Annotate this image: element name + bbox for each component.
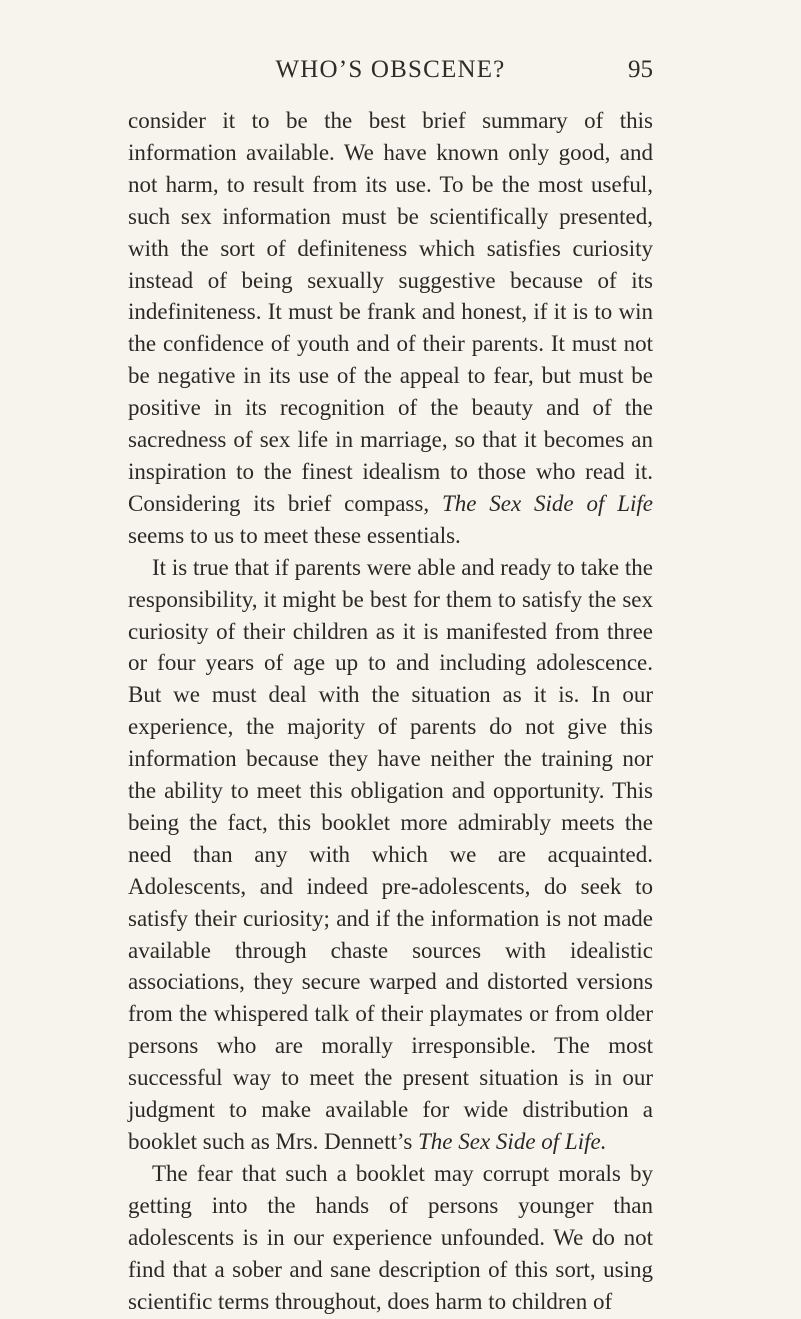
running-title: WHO’S OBSCENE? [275,56,506,83]
paragraph-2 [128,552,653,1158]
paragraph-1 [128,105,653,552]
paragraph-2-text-a: It is true that if parents were able and ready to take the responsibility, it might be best for them to satisfy the sex curiosity of their children as it is manifested from three or four years of age up to and including adolescence. But we must deal with the situation as it is. In our experience, the majority of parents do not give this information because they have neither the training nor the ability to meet this obligation and opportunity. This being the fact, this booklet more admirably meets the need than any with which we are acquainted. Adolescents, and indeed pre-adolescents, do seek to satisfy their curiosity; and if the information is not made available through chaste sources with idealistic associations, they secure warped and distorted versions from the whispered talk of their playmates or from older persons who are morally irresponsible. The most successful way to meet the present situation is in our judgment to make available for wide distribution a booklet such as Mrs. Dennett’s [128,554,653,1154]
paragraph-1-text-b: seems to us to meet these essentials. [128,522,461,548]
paragraph-3 [128,1158,653,1318]
running-head [128,50,653,90]
page-number: 95 [628,56,653,83]
book-title-italic: The Sex Side of Life [441,490,654,516]
paragraph-3-text: The fear that such a booklet may corrupt morals by getting into the hands of persons younger than adolescents is in our experience unfounded. We do not find that a sober and sane description of this sort, using scientific terms throughout, does harm to children of [128,1160,653,1314]
paragraph-1-text-a: consider it to be the best brief summary of this information available. We have known only good, and not harm, to result from its use. To be the most useful, such sex information must be scientifically presented, with the sort of definiteness which satisfies curiosity instead of being sexually suggestive because of its indefiniteness. It must be frank and honest, if it is to win the confidence of youth and of their parents. It must not be negative in its use of the appeal to fear, but must be positive in its recognition of the beauty and of the sacredness of sex life in marriage, so that it becomes an inspiration to the finest idealism to those who read it. Considering its brief compass, [128,108,653,516]
book-title-italic: The Sex Side of Life. [418,1129,607,1154]
body-text [128,105,653,1317]
